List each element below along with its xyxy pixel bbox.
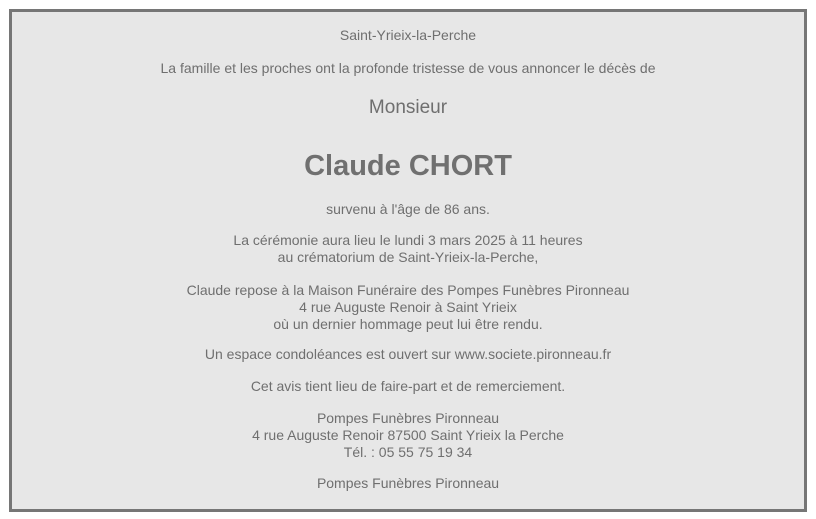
repose-text-line1: Claude repose à la Maison Funéraire des Pompes Funèbres Pironneau: [186, 282, 630, 298]
condolences-text: Un espace condoléances est ouvert sur www.societe.pironneau.fr: [204, 346, 612, 362]
honorific: Monsieur: [368, 97, 448, 118]
obituary-notice: [9, 9, 807, 512]
repose-text-line3: où un dernier hommage peut lui être rendu.: [273, 316, 543, 332]
intro-text: La famille et les proches ont la profonde tristesse de vous annoncer le décès de: [160, 60, 656, 76]
ceremony-text-line2: au crématorium de Saint-Yrieix-la-Perche,: [277, 249, 539, 265]
repose-text-line2: 4 rue Auguste Renoir à Saint Yrieix: [299, 299, 517, 315]
age-text: survenu à l'âge de 86 ans.: [326, 201, 490, 217]
acknowledgement-text: Cet avis tient lieu de faire-part et de remerciement.: [250, 378, 566, 394]
signature: Pompes Funèbres Pironneau: [316, 475, 500, 491]
funeral-home-name: Pompes Funèbres Pironneau: [316, 410, 500, 426]
ceremony-text-line1: La cérémonie aura lieu le lundi 3 mars 2025 à 11 heures: [233, 232, 583, 248]
deceased-name: Claude CHORT: [304, 150, 512, 182]
location-heading: Saint-Yrieix-la-Perche: [339, 27, 477, 43]
funeral-home-address: 4 rue Auguste Renoir 87500 Saint Yrieix la Perche: [252, 427, 564, 443]
funeral-home-phone: Tél. : 05 55 75 19 34: [343, 444, 473, 460]
